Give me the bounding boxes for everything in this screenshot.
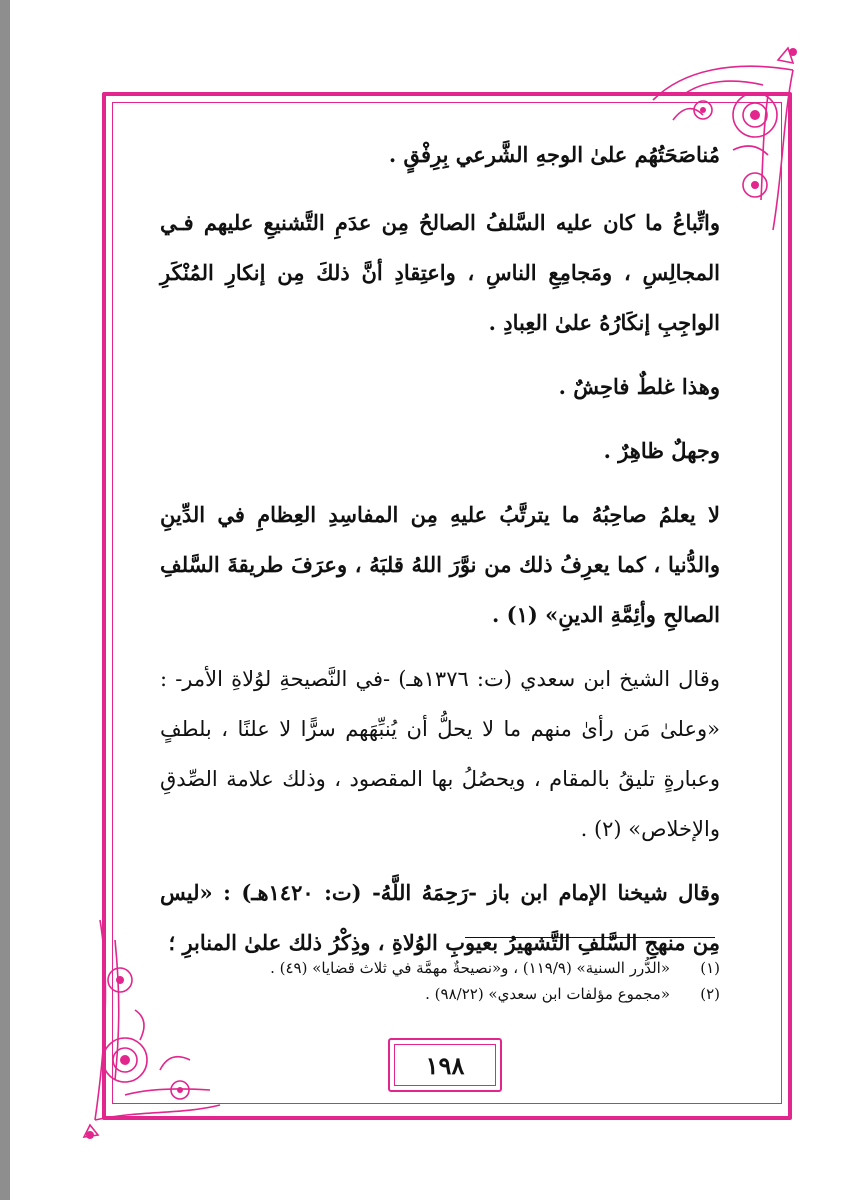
footnote-1 [170, 955, 720, 981]
footnote-text: «الدُّرر السنية» (١١٩/٩) ، و«نصيحةٌ مهمَّة في ثلاث قضايا» (٤٩) . [270, 959, 670, 977]
paragraph-2: واتِّباعُ ما كان عليه السَّلفُ الصالحُ مِن عدَمِ التَّشنيعِ عليهم فـي المجالِسِ ، ومَجامِعِ الناسِ ، واعتِقادِ أنَّ ذلكَ مِن إنكارِ المُنْكَرِ الواجِبِ إنكَارُهُ علىٰ العِبادِ . [160, 210, 720, 335]
footnote-text: «مجموع مؤلفات ابن سعدي» (٩٨/٢٢) . [425, 985, 670, 1003]
footnotes [170, 955, 720, 1007]
paragraph-1: مُناصَحَتُهُم علىٰ الوجهِ الشَّرعي بِرِفْقٍ . [388, 142, 720, 167]
footnote-2 [170, 981, 720, 1007]
paragraph-7: وقال شيخنا الإمام ابن باز -رَحِمَهُ اللَّهُ- (ت: ١٤٢٠هـ) : «ليس مِن منهجِ السَّلفِ التَّشهيرُ بعيوبِ الوُلاةِ ، وذِكْرُ ذلك علىٰ المنابرِ ؛ [160, 880, 720, 955]
paragraph-5: لا يعلمُ صاحِبُهُ ما يترتَّبُ عليهِ مِن المفاسِدِ العِظامِ في الدِّينِ والدُّنيا ، كما يعرِفُ ذلك من نوَّرَ اللهُ قلبَهُ ، وعرَفَ طريقةَ السَّلفِ الصالحِ وأئِمَّةِ الدينِ» (١) . [160, 502, 720, 627]
paragraph-6: وقال الشيخ ابن سعدي (ت: ١٣٧٦هـ) -في النَّصيحةِ لوُلاةِ الأمر- : «وعلىٰ مَن رأىٰ منهم ما لا يحلُّ أن يُنبِّهَهم سرًّا لا علنًا ، بلطفٍ وعبارةٍ تليقُ بالمقام ، ويحصُلُ بها المقصود ، وذلك علامة الصِّدقِ والإخلاص» (٢) . [160, 667, 720, 841]
body-text [160, 130, 720, 982]
footnote-number: (١) [700, 959, 720, 977]
page-number-box-inner [394, 1044, 496, 1086]
page-number-box [388, 1038, 502, 1092]
footnote-separator [465, 937, 715, 938]
paragraph-4: وجهلٌ ظاهِرٌ . [603, 438, 720, 463]
footnote-number: (٢) [700, 985, 720, 1003]
paragraph-3: وهذا غلطٌ فاحِشٌ . [558, 374, 720, 399]
page-sheet [10, 0, 863, 1200]
page-number: ١٩٨ [425, 1050, 465, 1080]
